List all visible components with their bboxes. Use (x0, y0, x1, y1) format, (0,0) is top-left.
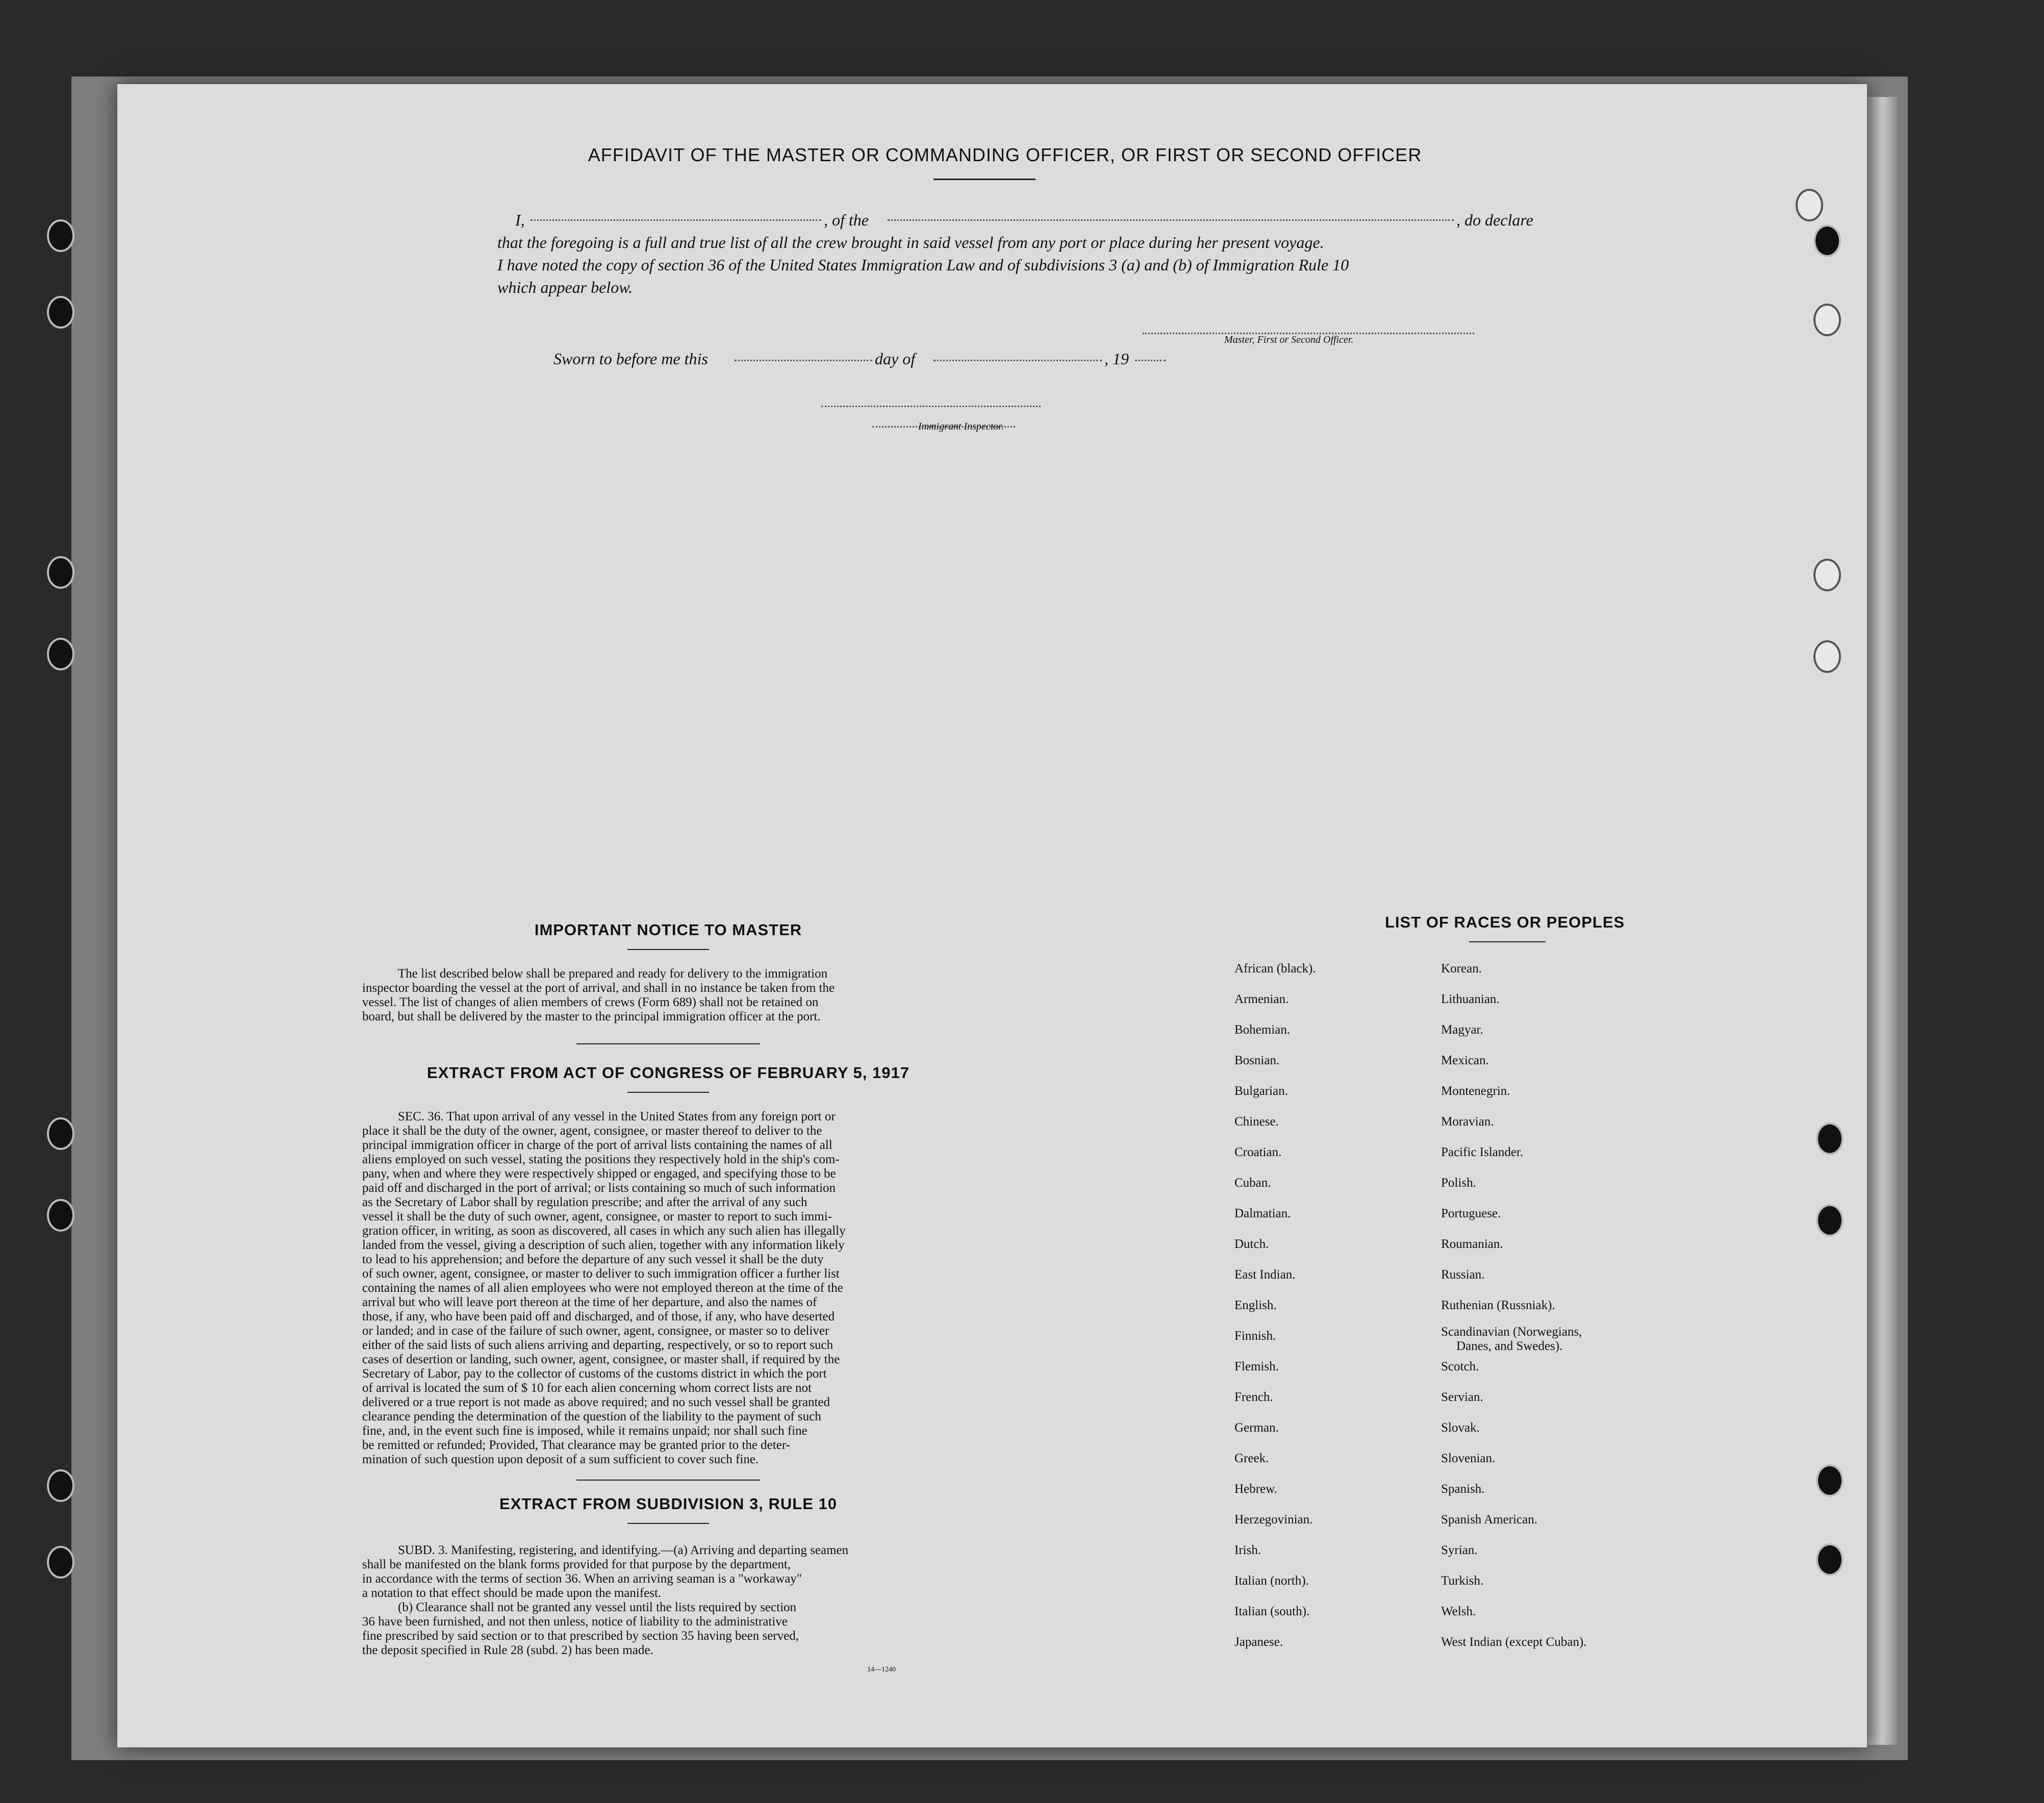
race-item: Mexican. (1441, 1054, 1489, 1067)
act-line: gration officer, in writing, as soon as discovered, all cases in which any such alien has illegally (362, 1224, 846, 1238)
race-item: Herzegovinian. (1234, 1513, 1313, 1526)
race-item: Moravian. (1441, 1115, 1494, 1129)
races-underline (1469, 941, 1546, 942)
binder-hole-icon (1816, 1122, 1844, 1155)
binder-hole-icon (1813, 640, 1841, 673)
sworn-year-field[interactable] (1135, 360, 1166, 361)
act-line: principal immigration officer in charge of the port of arrival lists containing the names of all (362, 1138, 832, 1152)
act-line: those, if any, who have been paid off and discharged, and of those, if any, who have deserted (362, 1310, 835, 1323)
act-extract-paragraph (362, 1110, 974, 1467)
race-item: Portuguese. (1441, 1207, 1501, 1220)
rule-line: fine prescribed by said section or to that prescribed by section 35 having been served, (362, 1629, 799, 1643)
sworn-label: Sworn to before me this (553, 349, 708, 368)
races-title: LIST OF RACES OR PEOPLES (1384, 913, 1625, 931)
binder-hole-icon (47, 638, 74, 670)
act-line: as the Secretary of Labor shall by regulation prescribe; and after the arrival of any such (362, 1195, 807, 1209)
binder-hole-icon (1813, 304, 1841, 336)
binder-hole-icon (47, 1199, 74, 1232)
race-item: Japanese. (1234, 1635, 1283, 1649)
page-stack-edge (1867, 97, 1898, 1745)
affidavit-line-2: that the foregoing is a full and true list of all the crew brought in said vessel from any port or place during her present voyage. (497, 233, 1324, 252)
signature-caption: Master, First or Second Officer. (1224, 334, 1354, 345)
race-item: Polish. (1441, 1176, 1476, 1190)
rule-extract-underline (627, 1523, 709, 1524)
race-item: Dalmatian. (1234, 1207, 1291, 1220)
notice-line: inspector boarding the vessel at the port of arrival, and shall in no instance be taken from the (362, 981, 835, 995)
race-item: Ruthenian (Russniak). (1441, 1298, 1555, 1312)
notice-paragraph (362, 967, 974, 1024)
act-line: aliens employed on such vessel, stating the positions they respectively hold in the ship's com- (362, 1153, 840, 1166)
race-item: Lithuanian. (1441, 992, 1500, 1006)
notice-divider (576, 1043, 760, 1044)
binder-hole-icon (47, 1469, 74, 1502)
declarant-label: I, (515, 211, 525, 229)
inspector-signature-field[interactable] (821, 406, 1041, 407)
act-line: to lead to his apprehension; and before the departure of any such vessel it shall be the duty (362, 1253, 824, 1266)
binder-hole-icon (1816, 1464, 1844, 1497)
rule-line: (b) Clearance shall not be granted any vessel until the lists required by section (398, 1600, 797, 1614)
act-line: fine, and, in the event such fine is imposed, while it remains unpaid; nor shall such fine (362, 1424, 807, 1438)
race-item: Irish. (1234, 1543, 1261, 1557)
race-item: Servian. (1441, 1390, 1483, 1404)
document-page (117, 84, 1867, 1747)
year-label: , 19 (1104, 349, 1129, 368)
affidavit-line-4: which appear below. (497, 278, 633, 296)
race-item: Greek. (1234, 1451, 1269, 1465)
act-line: either of the said lists of such aliens arriving and departing, respectively, or so to report such (362, 1338, 834, 1352)
form-code: 14—1240 (867, 1666, 896, 1673)
act-extract-title: EXTRACT FROM ACT OF CONGRESS OF FEBRUARY 5, 1917 (427, 1064, 910, 1082)
act-line: vessel it shall be the duty of such owner, agent, consignee, or master to report to such immi- (362, 1210, 832, 1223)
binder-hole-icon (47, 1546, 74, 1579)
race-item: Cuban. (1234, 1176, 1271, 1190)
race-item: Scotch. (1441, 1360, 1479, 1373)
rule-line: a notation to that effect should be made upon the manifest. (362, 1586, 662, 1600)
act-line: arrival but who will leave port thereon at the time of her departure, and also the names of (362, 1295, 817, 1309)
rule-extract-title: EXTRACT FROM SUBDIVISION 3, RULE 10 (499, 1495, 837, 1513)
act-extract-underline (627, 1092, 709, 1093)
notice-underline (627, 949, 709, 950)
race-item: Spanish American. (1441, 1513, 1537, 1526)
race-item: Scandinavian (Norwegians, (1441, 1325, 1582, 1339)
race-item: Korean. (1441, 962, 1482, 975)
rule-line: SUBD. 3. Manifesting, registering, and identifying.—(a) Arriving and departing seamen (398, 1543, 849, 1557)
binder-hole-icon (1796, 189, 1823, 221)
race-item: Hebrew. (1234, 1482, 1277, 1496)
sworn-day-field[interactable] (735, 360, 872, 361)
act-line: paid off and discharged in the port of arrival; or lists containing so much of such information (362, 1181, 836, 1195)
race-item: German. (1234, 1421, 1279, 1435)
declarant-name-field[interactable] (531, 219, 821, 221)
act-line: or landed; and in case of the failure of such owner, agent, consignee, or master so to deliver (362, 1324, 829, 1338)
act-line: cases of desertion or landing, such owner, agent, consignee, or master shall, if required by the (362, 1353, 840, 1366)
act-line: clearance pending the determination of the question of the liability to the payment of such (362, 1410, 821, 1423)
act-line: containing the names of all alien employees who were not employed thereon at the time of the (362, 1281, 843, 1295)
inspector-caption: Immigrant Inspector. (918, 421, 1004, 432)
act-line: of arrival is located the sum of $ 10 for each alien concerning whom correct lists are not (362, 1381, 812, 1395)
act-line: mination of such question upon deposit of a sum sufficient to cover such fine. (362, 1453, 759, 1466)
race-item: West Indian (except Cuban). (1441, 1635, 1587, 1649)
race-item: Magyar. (1441, 1023, 1483, 1037)
act-line: delivered or a true report is not made as above required; and no such vessel shall be granted (362, 1395, 830, 1409)
binder-hole-icon (47, 219, 74, 252)
binder-hole-icon (47, 556, 74, 589)
notice-title: IMPORTANT NOTICE TO MASTER (534, 921, 802, 939)
sworn-month-field[interactable] (933, 360, 1102, 361)
rule-line: shall be manifested on the blank forms provided for that purpose by the department, (362, 1558, 791, 1571)
race-item: Finnish. (1234, 1329, 1276, 1343)
rule-line: 36 have been furnished, and not then unless, notice of liability to the administrative (362, 1615, 788, 1629)
binder-hole-icon (1813, 559, 1841, 591)
affidavit-title: AFFIDAVIT OF THE MASTER OR COMMANDING OFFICER, OR FIRST OR SECOND OFFICER (588, 144, 1422, 165)
race-item: African (black). (1234, 962, 1316, 975)
act-line: landed from the vessel, giving a description of such alien, together with any information likely (362, 1238, 845, 1252)
race-item: Flemish. (1234, 1360, 1279, 1373)
race-item: Armenian. (1234, 992, 1289, 1006)
notice-line: vessel. The list of changes of alien members of crews (Form 689) shall not be retained on (362, 995, 819, 1009)
binder-hole-icon (1816, 1204, 1844, 1237)
race-item: French. (1234, 1390, 1273, 1404)
act-line: of such owner, agent, consignee, or master to deliver to such immigration officer a further list (362, 1267, 840, 1281)
act-divider (576, 1480, 760, 1481)
race-item: East Indian. (1234, 1268, 1296, 1282)
day-of-label: day of (875, 349, 916, 368)
race-item: Welsh. (1441, 1605, 1476, 1618)
act-line: pany, when and where they were respectively shipped or engaged, and specifying those to be (362, 1167, 836, 1181)
race-item: Danes, and Swedes). (1456, 1339, 1563, 1353)
race-item: Chinese. (1234, 1115, 1279, 1129)
act-line: be remitted or refunded; Provided, That clearance may be granted prior to the deter- (362, 1438, 790, 1452)
rule-extract-paragraph (362, 1543, 974, 1658)
rule-line: the deposit specified in Rule 28 (subd. 2) has been made. (362, 1643, 653, 1657)
race-item: English. (1234, 1298, 1277, 1312)
race-item: Turkish. (1441, 1574, 1484, 1588)
race-item: Croatian. (1234, 1145, 1282, 1159)
binder-hole-icon (47, 296, 74, 329)
race-item: Spanish. (1441, 1482, 1485, 1496)
race-item: Bosnian. (1234, 1054, 1280, 1067)
race-item: Russian. (1441, 1268, 1485, 1282)
race-item: Bohemian. (1234, 1023, 1291, 1037)
declare-label: , do declare (1456, 211, 1533, 229)
notice-line: The list described below shall be prepared and ready for delivery to the immigration (398, 967, 828, 981)
affidavit-line-3: I have noted the copy of section 36 of the United States Immigration Law and of subdivisions 3 (a) and (b) of Immigration Rule 10 (497, 256, 1349, 274)
binder-hole-icon (47, 1117, 74, 1150)
act-line: place it shall be the duty of the owner, agent, consignee, or master thereof to deliver to the (362, 1124, 822, 1138)
race-item: Roumanian. (1441, 1237, 1503, 1251)
binder-hole-icon (1813, 224, 1841, 257)
race-item: Dutch. (1234, 1237, 1269, 1251)
binder-hole-icon (1816, 1543, 1844, 1576)
rule-line: in accordance with the terms of section 36. When an arriving seaman is a "workaway" (362, 1572, 802, 1586)
act-line: Secretary of Labor, pay to the collector of customs of the customs district in which the port (362, 1367, 827, 1381)
race-item: Slovak. (1441, 1421, 1480, 1435)
notice-line: board, but shall be delivered by the master to the principal immigration officer at the port. (362, 1010, 821, 1023)
title-underline (933, 179, 1036, 180)
vessel-label: , of the (824, 211, 869, 229)
race-item: Syrian. (1441, 1543, 1478, 1557)
vessel-name-field[interactable] (888, 219, 1454, 221)
race-item: Montenegrin. (1441, 1084, 1510, 1098)
race-item: Bulgarian. (1234, 1084, 1288, 1098)
race-item: Italian (south). (1234, 1605, 1310, 1618)
act-line: SEC. 36. That upon arrival of any vessel in the United States from any foreign port or (398, 1110, 836, 1123)
race-item: Italian (north). (1234, 1574, 1309, 1588)
race-item: Slovenian. (1441, 1451, 1496, 1465)
race-item: Pacific Islander. (1441, 1145, 1524, 1159)
